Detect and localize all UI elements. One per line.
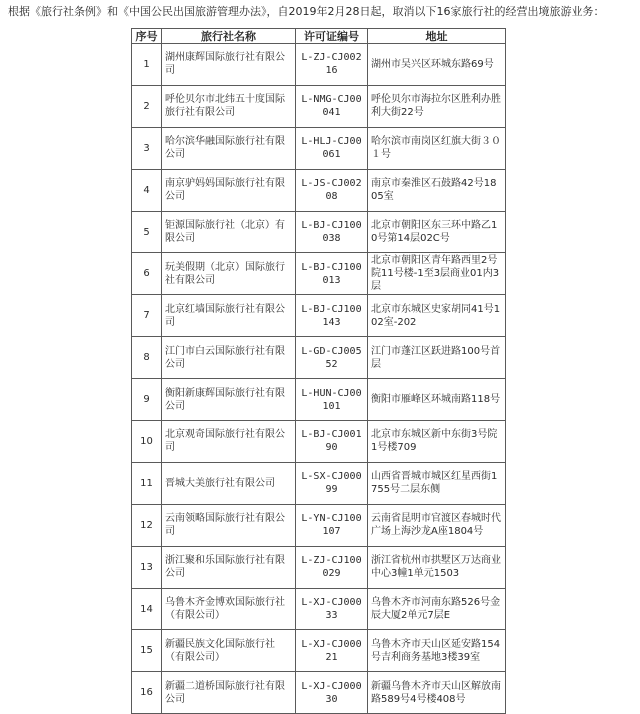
cell-license: L-GD-CJ00552 [296, 337, 368, 379]
cell-name: 湖州康辉国际旅行社有限公司 [162, 44, 296, 86]
cell-name: 衡阳新康辉国际旅行社有限公司 [162, 379, 296, 421]
cell-no: 2 [132, 85, 162, 127]
cell-name: 江门市白云国际旅行社有限公司 [162, 337, 296, 379]
table-row [132, 546, 506, 588]
header-no: 序号 [132, 29, 162, 44]
table-row [132, 211, 506, 253]
cell-address: 衡阳市雁峰区环城南路118号 [368, 379, 506, 421]
cell-name: 云南领略国际旅行社有限公司 [162, 504, 296, 546]
cell-no: 13 [132, 546, 162, 588]
header-address: 地址 [368, 29, 506, 44]
table-row [132, 337, 506, 379]
table-row [132, 379, 506, 421]
cell-license: L-BJ-CJ100013 [296, 253, 368, 295]
cell-address: 北京市朝阳区青年路西里2号院11号楼-1至3层商业01内3层 [368, 253, 506, 295]
table-row [132, 253, 506, 295]
cell-address: 新疆乌鲁木齐市天山区解放南路589号4号楼408号 [368, 672, 506, 714]
cell-no: 12 [132, 504, 162, 546]
cell-license: L-JS-CJ00208 [296, 169, 368, 211]
cell-no: 1 [132, 44, 162, 86]
cell-address: 浙江省杭州市拱墅区万达商业中心3幢1单元1503 [368, 546, 506, 588]
cell-address: 乌鲁木齐市河南东路526号金辰大厦2单元7层E [368, 588, 506, 630]
cell-address: 北京市朝阳区东三环中路乙10号第14层02C号 [368, 211, 506, 253]
cell-address: 云南省昆明市官渡区春城时代广场上海沙龙A座1804号 [368, 504, 506, 546]
table-row [132, 127, 506, 169]
cell-address: 湖州市吴兴区环城东路69号 [368, 44, 506, 86]
cell-no: 16 [132, 672, 162, 714]
cell-name: 南京驴妈妈国际旅行社有限公司 [162, 169, 296, 211]
agency-table [131, 28, 506, 714]
cell-no: 8 [132, 337, 162, 379]
table-row [132, 672, 506, 714]
cell-name: 新疆二道桥国际旅行社有限公司 [162, 672, 296, 714]
cell-license: L-BJ-CJ100143 [296, 295, 368, 337]
cell-no: 6 [132, 253, 162, 295]
cell-address: 江门市蓬江区跃进路100号首层 [368, 337, 506, 379]
table-body [132, 44, 506, 714]
table-row [132, 504, 506, 546]
cell-name: 晋城大美旅行社有限公司 [162, 462, 296, 504]
cell-address: 山西省晋城市城区红星西街1755号二层东侧 [368, 462, 506, 504]
cell-license: L-YN-CJ100107 [296, 504, 368, 546]
table-row [132, 169, 506, 211]
cell-license: L-SX-CJ00099 [296, 462, 368, 504]
intro-text: 根据《旅行社条例》和《中国公民出国旅游管理办法》，自2019年2月28日起，取消以下16家旅行社的经营出境旅游业务： [8, 5, 605, 18]
cell-address: 呼伦贝尔市海拉尔区胜利办胜利大街22号 [368, 85, 506, 127]
cell-name: 钜源国际旅行社（北京）有限公司 [162, 211, 296, 253]
cell-license: L-HUN-CJ00101 [296, 379, 368, 421]
table-row [132, 462, 506, 504]
cell-address: 哈尔滨市南岗区红旗大街３０１号 [368, 127, 506, 169]
cell-no: 3 [132, 127, 162, 169]
cell-address: 南京市秦淮区石鼓路42号1805室 [368, 169, 506, 211]
cell-no: 9 [132, 379, 162, 421]
cell-license: L-XJ-CJ00021 [296, 630, 368, 672]
table-row [132, 85, 506, 127]
cell-name: 哈尔滨华融国际旅行社有限公司 [162, 127, 296, 169]
cell-name: 呼伦贝尔市北纬五十度国际旅行社有限公司 [162, 85, 296, 127]
cell-no: 14 [132, 588, 162, 630]
cell-license: L-XJ-CJ00033 [296, 588, 368, 630]
cell-license: L-BJ-CJ00190 [296, 421, 368, 463]
cell-license: L-XJ-CJ00030 [296, 672, 368, 714]
table-row [132, 630, 506, 672]
cell-license: L-NMG-CJ00041 [296, 85, 368, 127]
cell-name: 北京观奇国际旅行社有限公司 [162, 421, 296, 463]
table-header-row [132, 29, 506, 44]
cell-license: L-BJ-CJ100038 [296, 211, 368, 253]
cell-no: 4 [132, 169, 162, 211]
table-row [132, 44, 506, 86]
cell-no: 15 [132, 630, 162, 672]
cell-license: L-ZJ-CJ100029 [296, 546, 368, 588]
header-name: 旅行社名称 [162, 29, 296, 44]
cell-no: 7 [132, 295, 162, 337]
cell-name: 浙江聚和乐国际旅行社有限公司 [162, 546, 296, 588]
cell-no: 11 [132, 462, 162, 504]
cell-name: 北京红墙国际旅行社有限公司 [162, 295, 296, 337]
table-row [132, 421, 506, 463]
cell-no: 10 [132, 421, 162, 463]
cell-name: 新疆民族文化国际旅行社（有限公司） [162, 630, 296, 672]
header-license: 许可证编号 [296, 29, 368, 44]
cell-license: L-ZJ-CJ00216 [296, 44, 368, 86]
cell-license: L-HLJ-CJ00061 [296, 127, 368, 169]
table-row [132, 588, 506, 630]
cell-address: 北京市东城区新中东街3号院1号楼709 [368, 421, 506, 463]
cell-name: 玩美假期（北京）国际旅行社有限公司 [162, 253, 296, 295]
cell-address: 乌鲁木齐市天山区延安路154号吉利商务基地3楼39室 [368, 630, 506, 672]
table-row [132, 295, 506, 337]
cell-name: 乌鲁木齐金博欢国际旅行社（有限公司） [162, 588, 296, 630]
cell-no: 5 [132, 211, 162, 253]
cell-address: 北京市东城区史家胡同41号102室-202 [368, 295, 506, 337]
